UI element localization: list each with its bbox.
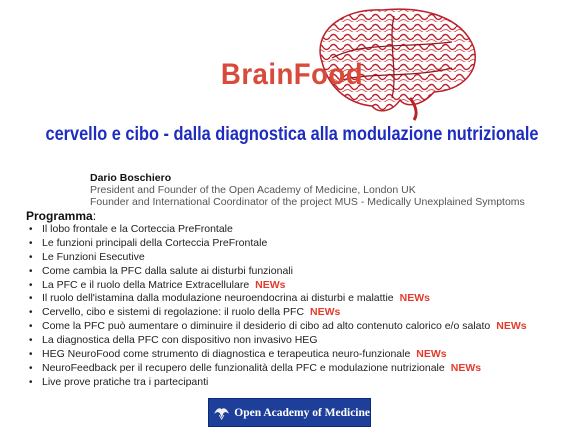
- news-badge: NEWs: [255, 278, 286, 291]
- list-item: [26, 223, 527, 237]
- program-heading: [26, 209, 96, 223]
- winged-lion-icon: [213, 399, 230, 426]
- item-text: Come cambia la PFC dalla salute ai disturbi funzionali: [42, 264, 293, 277]
- item-text: Live prove pratiche tra i partecipanti: [42, 375, 209, 388]
- item-text: La diagnostica della PFC con dispositivo non invasivo HEG: [42, 334, 318, 347]
- news-badge: NEWs: [450, 361, 482, 374]
- list-item: [26, 334, 527, 348]
- item-text: HEG NeuroFood come strumento di diagnostica e terapeutica neuro-funzionale: [42, 348, 411, 361]
- author-block: [90, 172, 525, 208]
- list-item: [26, 251, 527, 265]
- list-item: [26, 279, 527, 293]
- program-colon: :: [92, 209, 97, 223]
- author-role-2: Founder and International Coordinator of the project MUS - Medically Unexplained Symptoms: [90, 196, 525, 208]
- news-badge: NEWs: [310, 306, 341, 319]
- program-label: Programma: [26, 209, 93, 223]
- list-item: [26, 362, 527, 376]
- list-item: [26, 320, 527, 334]
- list-item: [26, 376, 527, 390]
- list-item: [26, 265, 527, 279]
- list-item: [26, 292, 527, 306]
- item-text: La PFC e il ruolo della Matrice Extracellulare: [42, 278, 250, 291]
- item-text: Come la PFC può aumentare o diminuire il desiderio di cibo ad alto contenuto calorico e/o salato: [42, 320, 491, 333]
- item-text: Le funzioni principali della Corteccia PreFrontale: [42, 236, 268, 249]
- logo-text: Open Academy of Medicine: [234, 406, 370, 419]
- open-academy-logo[interactable]: [208, 398, 371, 427]
- author-name: Dario Boschiero: [90, 172, 172, 184]
- author-role-1: President and Founder of the Open Academy of Medicine, London UK: [90, 184, 416, 196]
- item-text: Le Funzioni Esecutive: [42, 250, 145, 263]
- list-item: [26, 237, 527, 251]
- list-item: [26, 306, 527, 320]
- list-item: [26, 348, 527, 362]
- item-text: Il lobo frontale e la Corteccia PreFrontale: [42, 223, 233, 235]
- news-badge: NEWs: [496, 320, 527, 333]
- item-text: Cervello, cibo e sistemi di regolazione: il ruolo della PFC: [42, 306, 305, 319]
- page-subtitle: cervello e cibo - dalla diagnostica alla modulazione nutrizionale: [45, 124, 539, 145]
- item-text: Il ruolo dell'istamina dalla modulazione neuroendocrina ai disturbi e malattie: [42, 292, 394, 305]
- news-badge: NEWs: [399, 292, 430, 305]
- news-badge: NEWs: [416, 348, 447, 361]
- item-text: NeuroFeedback per il recupero delle funzionalità della PFC e modulazione nutrizionale: [42, 361, 445, 374]
- program-list: [26, 223, 527, 390]
- page-title: BrainFood: [220, 58, 364, 91]
